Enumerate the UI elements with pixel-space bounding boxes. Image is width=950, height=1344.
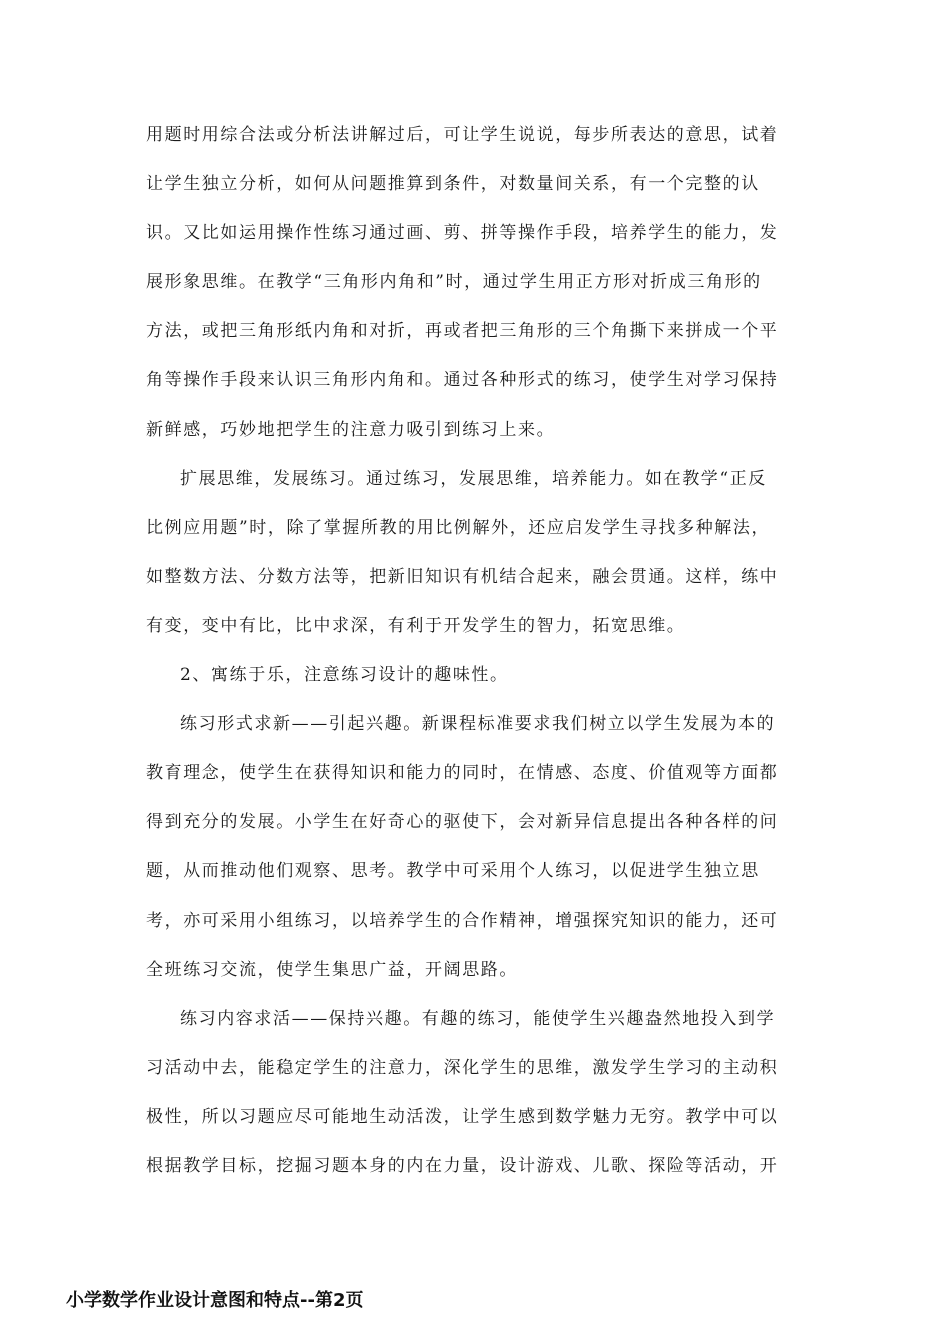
paragraph-start-line: 扩展思维，发展练习。通过练习，发展思维，培养能力。如在教学“正反 (180, 468, 767, 489)
body-text (146, 116, 798, 1196)
text-line: 考，亦可采用小组练习，以培养学生的合作精神，增强探究知识的能力，还可 (146, 910, 779, 931)
text-line: 题，从而推动他们观察、思考。教学中可采用个人练习，以促进学生独立思 (146, 861, 760, 882)
text-line: 识。又比如运用操作性练习通过画、剪、拼等操作手段，培养学生的能力，发 (146, 223, 779, 244)
text-line: 用题时用综合法或分析法讲解过后，可让学生说说，每步所表达的意思，试着 (146, 125, 779, 145)
paragraph-start-line: 练习形式求新——引起兴趣。新课程标准要求我们树立以学生发展为本的 (180, 714, 776, 735)
text-line: 角等操作手段来认识三角形内角和。通过各种形式的练习，使学生对学习保持 (146, 370, 779, 391)
text-line: 有变，变中有比，比中求深，有利于开发学生的智力，拓宽思维。 (146, 615, 686, 636)
text-line: 新鲜感，巧妙地把学生的注意力吸引到练习上来。 (146, 419, 556, 440)
text-line: 得到充分的发展。小学生在好奇心的驱使下，会对新异信息提出各种各样的问 (146, 812, 779, 833)
paragraph-start-line: 练习内容求活——保持兴趣。有趣的练习，能使学生兴趣盎然地投入到学 (180, 1008, 776, 1029)
text-line: 习活动中去，能稳定学生的注意力，深化学生的思维，激发学生学习的主动积 (146, 1057, 779, 1078)
page-footer: 小学数学作业设计意图和特点--第2页 (66, 1290, 364, 1311)
text-line: 极性，所以习题应尽可能地生动活泼，让学生感到数学魅力无穷。教学中可以 (146, 1106, 779, 1127)
text-line: 让学生独立分析，如何从问题推算到条件，对数量间关系，有一个完整的认 (146, 174, 760, 195)
text-line: 根据教学目标，挖掘习题本身的内在力量，设计游戏、儿歌、探险等活动，开 (146, 1155, 779, 1176)
text-line: 展形象思维。在教学“三角形内角和”时，通过学生用正方形对折成三角形的 (146, 272, 762, 293)
text-line: 方法，或把三角形纸内角和对折，再或者把三角形的三个角撕下来拼成一个平 (146, 321, 779, 342)
text-line: 全班练习交流，使学生集思广益，开阔思路。 (146, 959, 518, 980)
text-line: 如整数方法、分数方法等，把新旧知识有机结合起来，融会贯通。这样，练中 (146, 566, 779, 587)
text-line: 教育理念，使学生在获得知识和能力的同时，在情感、态度、价值观等方面都 (146, 763, 779, 784)
text-line: 比例应用题”时，除了掌握所教的用比例解外，还应启发学生寻找多种解法， (146, 517, 771, 538)
section-heading: 2、寓练于乐，注意练习设计的趣味性。 (180, 665, 509, 686)
